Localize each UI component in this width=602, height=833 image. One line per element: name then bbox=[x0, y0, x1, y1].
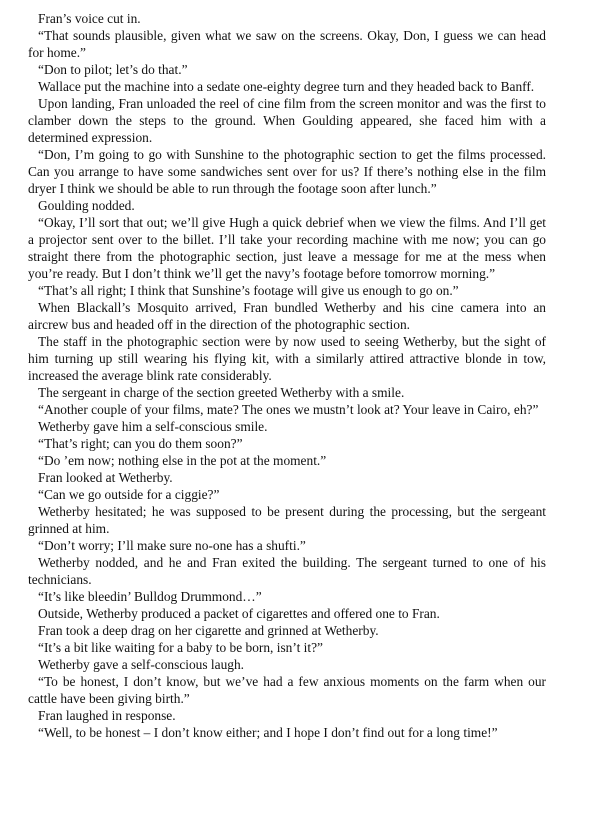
paragraph: “Don to pilot; let’s do that.” bbox=[38, 62, 188, 77]
paragraph: “Can we go outside for a ciggie?” bbox=[38, 487, 220, 502]
paragraph: Fran laughed in response. bbox=[38, 708, 176, 723]
paragraph: Outside, Wetherby produced a packet of cigarettes and offered one to Fran. bbox=[38, 606, 440, 621]
paragraph: Upon landing, Fran unloaded the reel of cine film from the screen monitor and was the first to clamber down the steps to the ground. When Goulding appeared, she faced him with a determined expression. bbox=[28, 96, 546, 145]
paragraph: “Don, I’m going to go with Sunshine to the photographic section to get the films processed. Can you arrange to have some sandwiches sent over for us? If there’s nothing else in the film dryer I think we should be able to run through the footage soon after lunch.” bbox=[28, 147, 546, 196]
paragraph: “Well, to be honest – I don’t know either; and I hope I don’t find out for a long time!” bbox=[38, 725, 498, 740]
paragraph: “Don’t worry; I’ll make sure no-one has a shufti.” bbox=[38, 538, 306, 553]
paragraph: Fran’s voice cut in. bbox=[38, 11, 141, 26]
paragraph: “Do ’em now; nothing else in the pot at the moment.” bbox=[38, 453, 327, 468]
document-page bbox=[28, 10, 546, 741]
paragraph: Wetherby nodded, and he and Fran exited the building. The sergeant turned to one of his technicians. bbox=[28, 555, 546, 587]
paragraph: Wallace put the machine into a sedate one-eighty degree turn and they headed back to Banff. bbox=[38, 79, 535, 94]
paragraph: “Okay, I’ll sort that out; we’ll give Hugh a quick debrief when we view the films. And I’ll get a projector sent over to the billet. I’ll take your recording machine with me now; you can go straight there from the photographic section, just leave a message for me at the mess when you’re ready. But I don’t think we’ll get the navy’s footage before tomorrow morning.” bbox=[28, 215, 546, 281]
paragraph: “To be honest, I don’t know, but we’ve had a few anxious moments on the farm when our cattle have been giving birth.” bbox=[28, 674, 546, 706]
paragraph: “It’s like bleedin’ Bulldog Drummond…” bbox=[38, 589, 262, 604]
paragraph: “That sounds plausible, given what we saw on the screens. Okay, Don, I guess we can head for home.” bbox=[28, 28, 546, 60]
paragraph: “It’s a bit like waiting for a baby to be born, isn’t it?” bbox=[38, 640, 323, 655]
paragraph: Fran looked at Wetherby. bbox=[38, 470, 173, 485]
paragraph: Wetherby gave a self-conscious laugh. bbox=[38, 657, 245, 672]
paragraph: “That’s all right; I think that Sunshine’s footage will give us enough to go on.” bbox=[38, 283, 459, 298]
paragraph: When Blackall’s Mosquito arrived, Fran bundled Wetherby and his cine camera into an aircrew bus and headed off in the direction of the photographic section. bbox=[28, 300, 546, 332]
paragraph: Wetherby hesitated; he was supposed to be present during the processing, but the sergeant grinned at him. bbox=[28, 504, 546, 536]
paragraph: “Another couple of your films, mate? The ones we mustn’t look at? Your leave in Cairo, eh?” bbox=[38, 402, 539, 417]
paragraph: “That’s right; can you do them soon?” bbox=[38, 436, 243, 451]
paragraph: Wetherby gave him a self-conscious smile. bbox=[38, 419, 268, 434]
paragraph: The sergeant in charge of the section greeted Wetherby with a smile. bbox=[38, 385, 405, 400]
paragraph: Goulding nodded. bbox=[38, 198, 135, 213]
paragraph: The staff in the photographic section were by now used to seeing Wetherby, but the sight of him turning up still wearing his flying kit, with a similarly attired attractive blonde in tow, increased the average blink rate considerably. bbox=[28, 334, 546, 383]
paragraph: Fran took a deep drag on her cigarette and grinned at Wetherby. bbox=[38, 623, 379, 638]
